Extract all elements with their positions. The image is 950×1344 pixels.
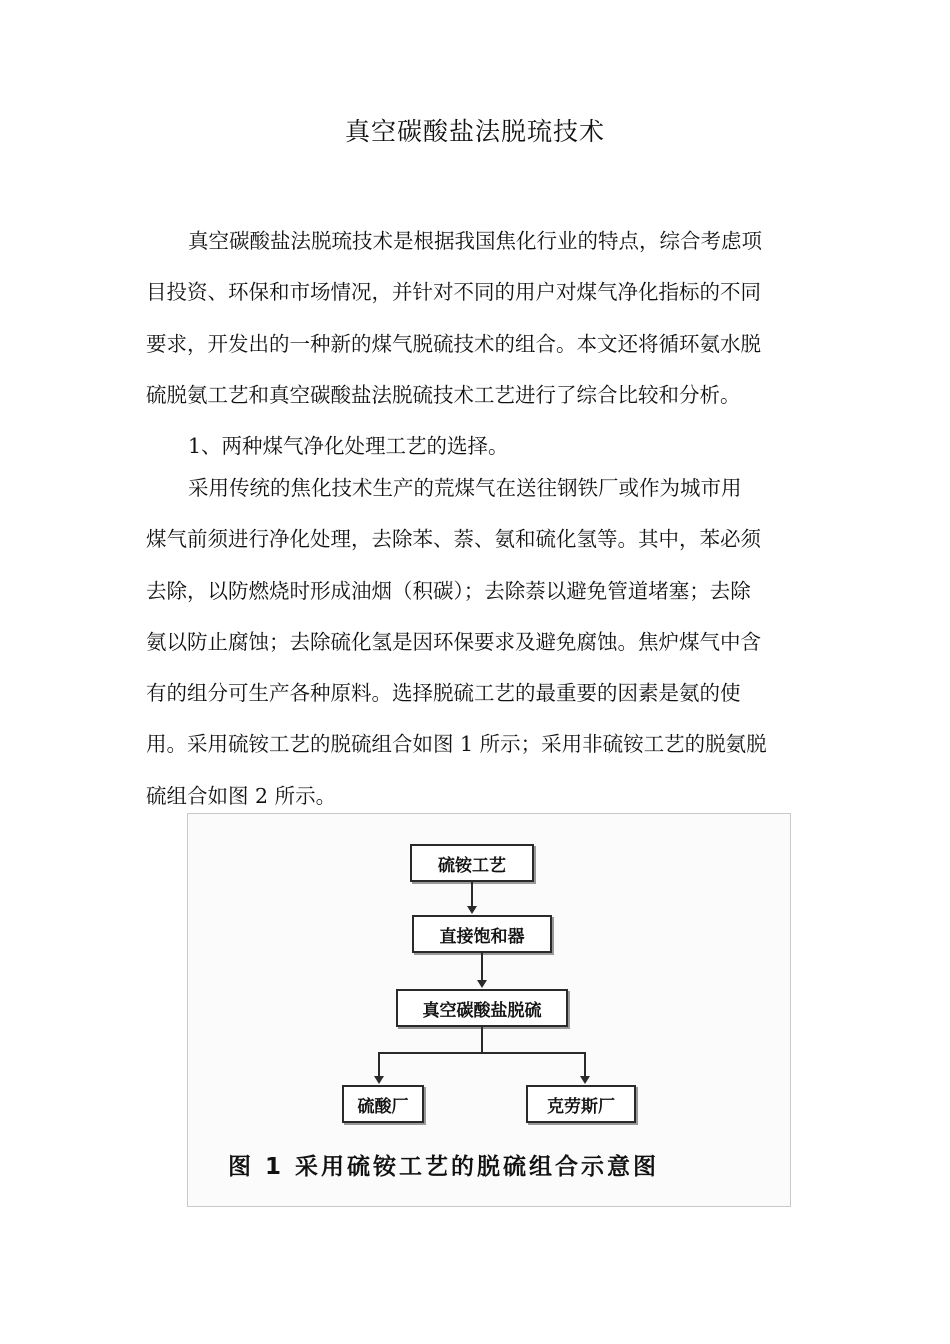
connector-line <box>481 1027 483 1053</box>
text-line: 用。采用硫铵工艺的脱硫组合如图 1 所示；采用非硫铵工艺的脱氨脱 <box>146 732 767 757</box>
connector-line <box>378 1052 380 1076</box>
text-line: 要求，开发出的一种新的煤气脱硫技术的组合。本文还将循环氨水脱 <box>146 331 761 356</box>
box-sulfuric-acid-plant: 硫酸厂 <box>342 1085 424 1123</box>
connector-line <box>471 882 473 906</box>
figure-1-flowchart <box>187 813 791 1207</box>
box-vacuum-carbonate-desulfurization: 真空碳酸盐脱硫 <box>396 989 568 1027</box>
paragraph-body <box>146 463 806 822</box>
arrow-down-icon <box>477 980 487 988</box>
text-line: 煤气前须进行净化处理，去除苯、萘、氨和硫化氢等。其中，苯必须 <box>146 527 761 552</box>
text-line: 氨以防止腐蚀；去除硫化氢是因环保要求及避免腐蚀。焦炉煤气中含 <box>146 629 761 654</box>
arrow-down-icon <box>467 906 477 914</box>
paragraph-intro <box>146 216 806 421</box>
box-ammonium-sulfate-process: 硫铵工艺 <box>410 844 534 882</box>
arrow-down-icon <box>580 1076 590 1084</box>
text-line: 硫组合如图 2 所示。 <box>146 783 337 808</box>
arrow-down-icon <box>374 1076 384 1084</box>
page-title: 真空碳酸盐法脱琉技术 <box>344 117 605 146</box>
figure-caption: 图 1 采用硫铵工艺的脱硫组合示意图 <box>228 1154 660 1180</box>
text-line: 目投资、环保和市场情况，并针对不同的用户对煤气净化指标的不同 <box>146 280 761 305</box>
connector-line <box>584 1052 586 1076</box>
connector-line <box>481 953 483 980</box>
text-line: 有的组分可生产各种原料。选择脱硫工艺的最重要的因素是氨的使 <box>146 681 741 706</box>
connector-line <box>378 1052 586 1054</box>
text-line: 硫脱氨工艺和真空碳酸盐法脱硫技术工艺进行了综合比较和分析。 <box>146 382 741 407</box>
text-line: 采用传统的焦化技术生产的荒煤气在送往钢铁厂或作为城市用 <box>188 476 742 500</box>
text-line: 1、两种煤气净化处理工艺的选择。 <box>188 434 509 458</box>
box-direct-saturator: 直接饱和器 <box>412 915 552 953</box>
text-line: 真空碳酸盐法脱琉技术是根据我国焦化行业的特点，综合考虑项 <box>188 229 762 253</box>
box-claus-plant: 克劳斯厂 <box>526 1085 636 1123</box>
text-line: 去除，以防燃烧时形成油烟（积碳）；去除萘以避免管道堵塞；去除 <box>146 578 751 603</box>
